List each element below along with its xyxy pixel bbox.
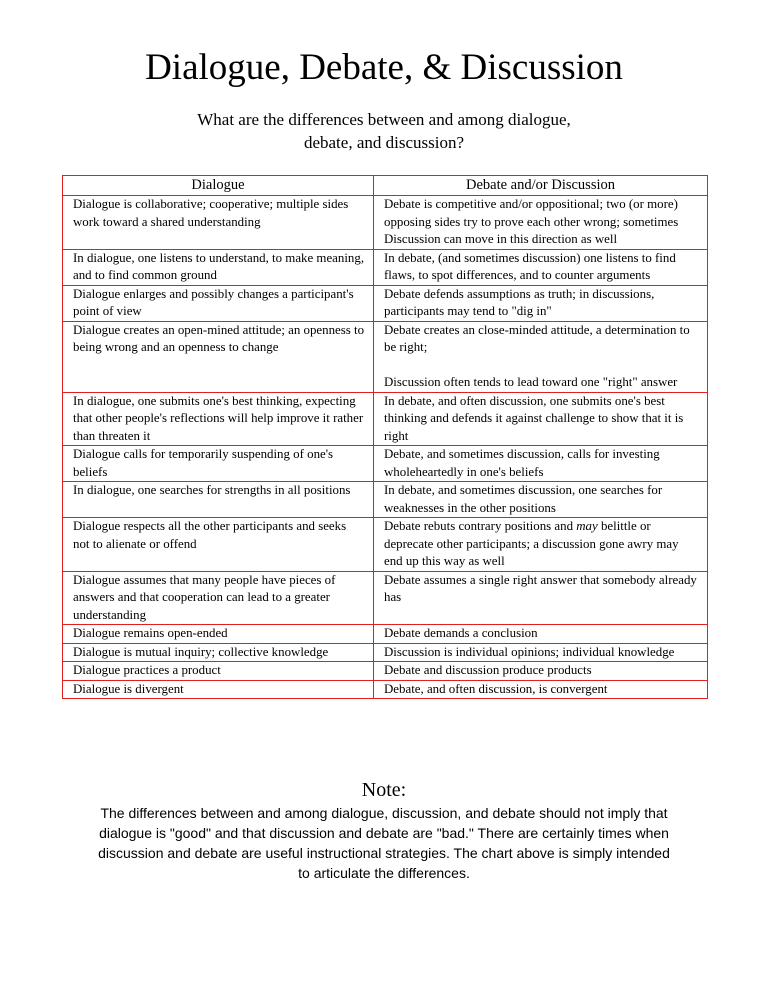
table-row	[63, 321, 708, 392]
dialogue-cell: Dialogue respects all the other participants and seeks not to alienate or offend	[63, 518, 374, 572]
table-row	[63, 196, 708, 250]
table-row	[63, 285, 708, 321]
debate-text: Debate, and often discussion, is convergent	[384, 681, 608, 696]
table-row	[63, 249, 708, 285]
debate-text: Debate is competitive and/or oppositional; two (or more) opposing sides try to prove each other wrong; sometimes Discussion can move in this direction as well	[384, 197, 679, 246]
table-row	[63, 625, 708, 644]
table-row	[63, 446, 708, 482]
dialogue-cell: Dialogue practices a product	[63, 662, 374, 681]
debate-text: Discussion is individual opinions; individual knowledge	[384, 644, 675, 659]
table-row	[63, 518, 708, 572]
debate-text: In debate, (and sometimes discussion) one listens to find flaws, to spot differences, and to counter arguments	[384, 250, 676, 282]
table-row	[63, 680, 708, 699]
debate-cell	[374, 680, 708, 699]
dialogue-cell: Dialogue is divergent	[63, 680, 374, 699]
debate-cell	[374, 321, 708, 392]
debate-cell	[374, 518, 708, 572]
debate-text: Debate defends assumptions as truth; in discussions, participants may tend to "dig in"	[384, 286, 655, 318]
debate-cell	[374, 249, 708, 285]
debate-text: In debate, and sometimes discussion, one searches for weaknesses in the other positions	[384, 483, 663, 515]
dialogue-cell: Dialogue is collaborative; cooperative; multiple sides work toward a shared understanding	[63, 196, 374, 250]
paragraph-gap	[384, 357, 699, 375]
debate-text: Debate assumes a single right answer that somebody already has	[384, 572, 697, 604]
debate-cell	[374, 571, 708, 625]
debate-text: Debate rebuts contrary positions and may belittle or deprecate other participants; a discussion gone awry may end up this way as well	[384, 519, 679, 568]
debate-text: In debate, and often discussion, one submits one's best thinking and defends it against challenge to show that it is right	[384, 393, 684, 443]
discussion-text: Discussion often tends to lead toward one "right" answer	[384, 375, 678, 389]
dialogue-cell: Dialogue calls for temporarily suspending of one's beliefs	[63, 446, 374, 482]
dialogue-cell: Dialogue assumes that many people have pieces of answers and that cooperation can lead to a greater understanding	[63, 571, 374, 625]
table-row	[63, 643, 708, 662]
page-subtitle: What are the differences between and among dialogue, debate, and discussion?	[197, 110, 571, 152]
dialogue-cell: In dialogue, one searches for strengths in all positions	[63, 482, 374, 518]
comparison-table	[62, 175, 708, 699]
debate-text: Debate creates an close-minded attitude, a determination to be right;	[384, 322, 690, 354]
dialogue-cell: Dialogue remains open-ended	[63, 625, 374, 644]
debate-cell	[374, 662, 708, 681]
debate-text: Debate, and sometimes discussion, calls for investing wholeheartedly in one's beliefs	[384, 447, 660, 479]
debate-cell	[374, 643, 708, 662]
debate-text: Debate demands a conclusion	[384, 626, 538, 640]
debate-cell	[374, 482, 708, 518]
note-heading: Note:	[361, 779, 407, 801]
table-row	[63, 662, 708, 681]
debate-cell	[374, 196, 708, 250]
table-row	[63, 392, 708, 446]
dialogue-cell: Dialogue is mutual inquiry; collective knowledge	[63, 643, 374, 662]
page-title: Dialogue, Debate, & Discussion	[145, 47, 623, 88]
dialogue-cell: Dialogue enlarges and possibly changes a participant's point of view	[63, 285, 374, 321]
debate-cell	[374, 625, 708, 644]
note-text: The differences between and among dialogue, discussion, and debate should not imply that dialogue is "good" and that discussion and debate are "bad." There are certainly times when discussion and debate are useful instructional strategies. The chart above is simply intended to articulate the differences.	[98, 805, 670, 881]
dialogue-cell: In dialogue, one submits one's best thinking, expecting that other people's reflections will help improve it rather than threaten it	[63, 392, 374, 446]
header-debate-discussion: Debate and/or Discussion	[374, 176, 708, 196]
table-row	[63, 482, 708, 518]
debate-text: Debate and discussion produce products	[384, 663, 592, 677]
table-header-row	[63, 176, 708, 196]
debate-cell	[374, 446, 708, 482]
header-dialogue: Dialogue	[63, 176, 374, 196]
dialogue-cell: Dialogue creates an open-mined attitude; an openness to being wrong and an openness to change	[63, 321, 374, 392]
debate-cell	[374, 392, 708, 446]
debate-cell	[374, 285, 708, 321]
dialogue-cell: In dialogue, one listens to understand, to make meaning, and to find common ground	[63, 249, 374, 285]
table-row	[63, 571, 708, 625]
